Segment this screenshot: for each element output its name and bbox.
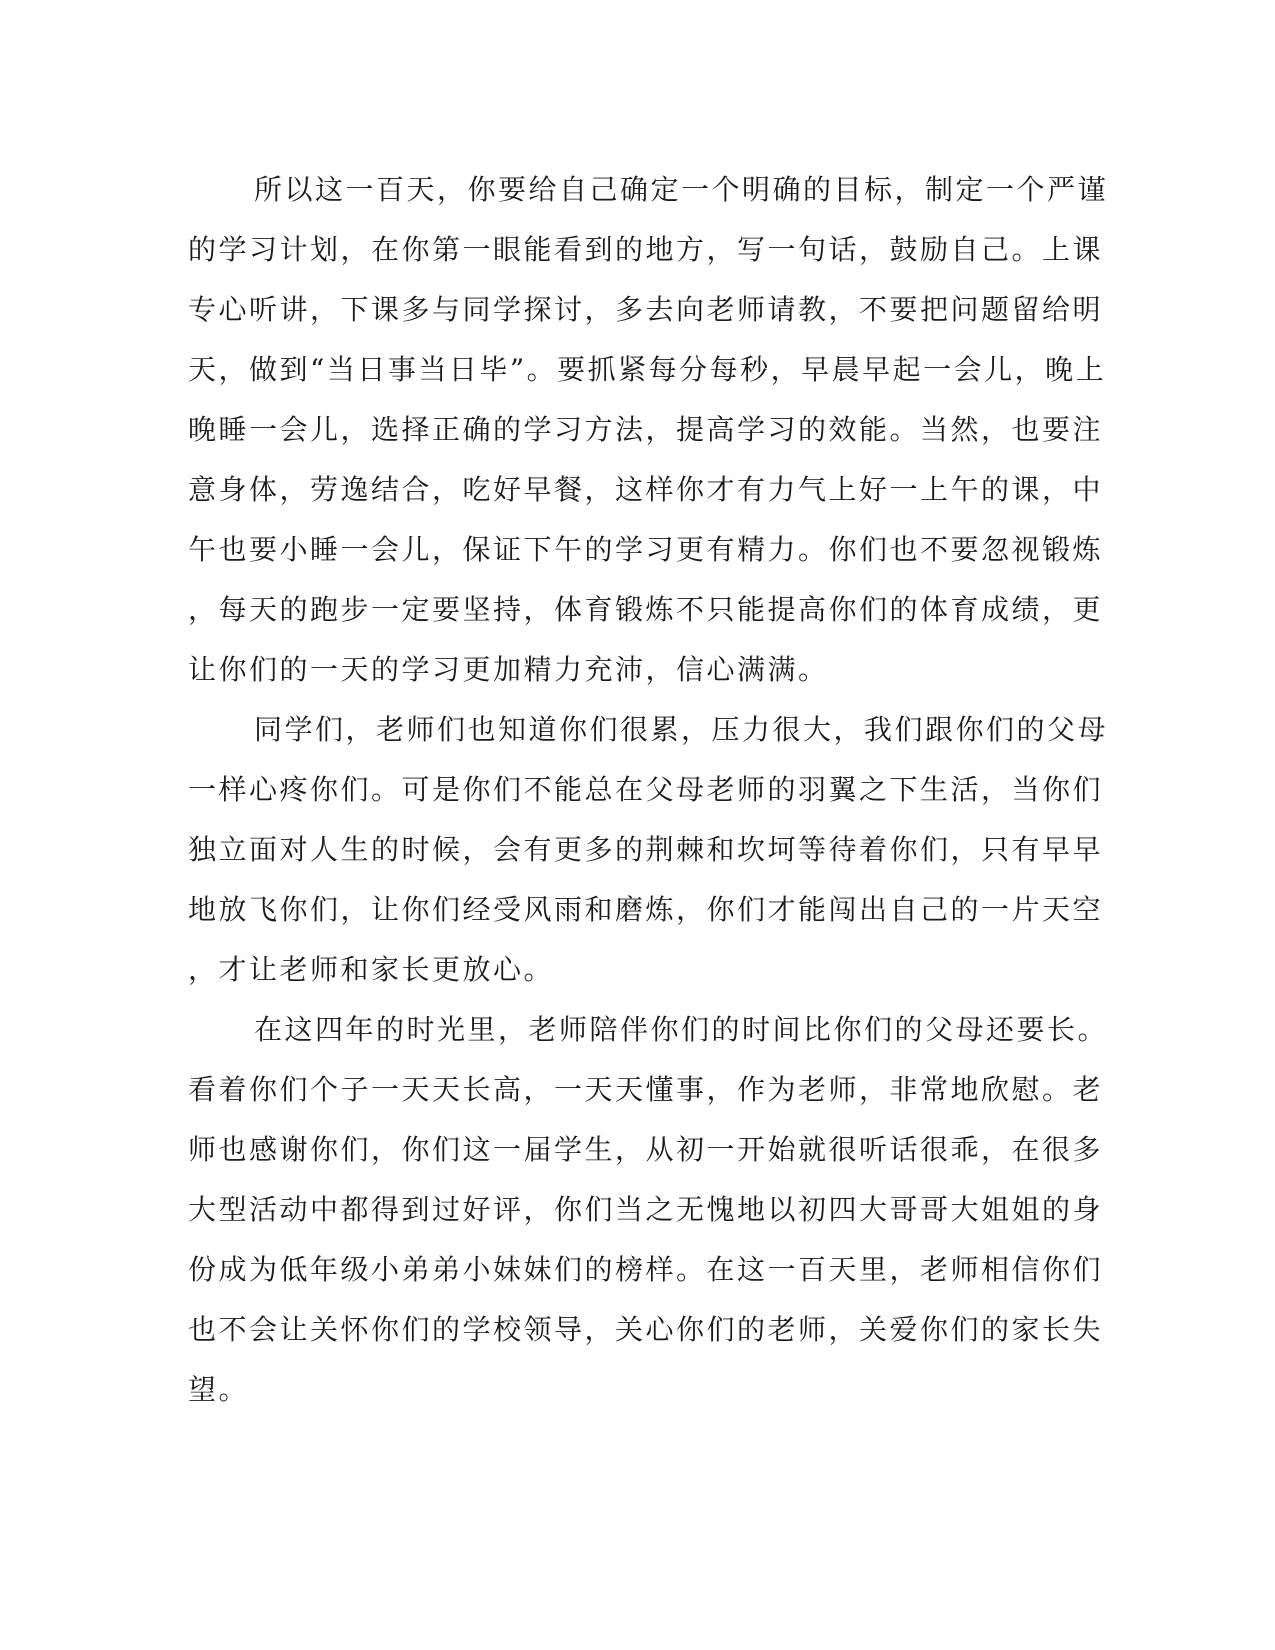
text-line: 午也要小睡一会儿，保证下午的学习更有精力。你们也不要忽视锻炼 <box>188 533 1104 566</box>
paragraph-2 <box>188 700 1109 1000</box>
paragraph-1 <box>188 160 1109 700</box>
text-line: 也不会让关怀你们的学校领导，关心你们的老师，关爱你们的家长失 <box>188 1313 1104 1346</box>
text-line: ，每天的跑步一定要坚持，体育锻炼不只能提高你们的体育成绩，更 <box>188 593 1104 626</box>
text-line: 同学们，老师们也知道你们很累，压力很大，我们跟你们的父母 <box>254 713 1109 746</box>
text-line: 大型活动中都得到过好评，你们当之无愧地以初四大哥哥大姐姐的身 <box>188 1193 1104 1226</box>
text-line: 份成为低年级小弟弟小妹妹们的榜样。在这一百天里，老师相信你们 <box>188 1253 1104 1286</box>
text-line: 天，做到“当日事当日毕”。要抓紧每分每秒，早晨早起一会儿，晚上 <box>188 353 1107 386</box>
text-line: 所以这一百天，你要给自己确定一个明确的目标，制定一个严谨 <box>254 173 1109 206</box>
text-line: 晚睡一会儿，选择正确的学习方法，提高学习的效能。当然，也要注 <box>188 413 1104 446</box>
text-line: 意身体，劳逸结合，吃好早餐，这样你才有力气上好一上午的课，中 <box>188 473 1104 506</box>
text-line: 看着你们个子一天天长高，一天天懂事，作为老师，非常地欣慰。老 <box>188 1073 1104 1106</box>
text-line: 的学习计划，在你第一眼能看到的地方，写一句话，鼓励自己。上课 <box>188 233 1104 266</box>
text-line: 独立面对人生的时候，会有更多的荆棘和坎坷等待着你们，只有早早 <box>188 833 1104 866</box>
text-line: 一样心疼你们。可是你们不能总在父母老师的羽翼之下生活，当你们 <box>188 773 1104 806</box>
text-line: 望。 <box>188 1373 250 1406</box>
document-body <box>188 160 1109 1420</box>
text-line: 师也感谢你们，你们这一届学生，从初一开始就很听话很乖，在很多 <box>188 1133 1104 1166</box>
paragraph-3 <box>188 1000 1109 1420</box>
text-line: 让你们的一天的学习更加精力充沛，信心满满。 <box>188 653 829 686</box>
text-line: 专心听讲，下课多与同学探讨，多去向老师请教，不要把问题留给明 <box>188 293 1104 326</box>
text-line: 在这四年的时光里，老师陪伴你们的时间比你们的父母还要长。 <box>254 1013 1109 1046</box>
text-line: ，才让老师和家长更放心。 <box>188 953 555 986</box>
text-line: 地放飞你们，让你们经受风雨和磨炼，你们才能闯出自己的一片天空 <box>188 893 1104 926</box>
